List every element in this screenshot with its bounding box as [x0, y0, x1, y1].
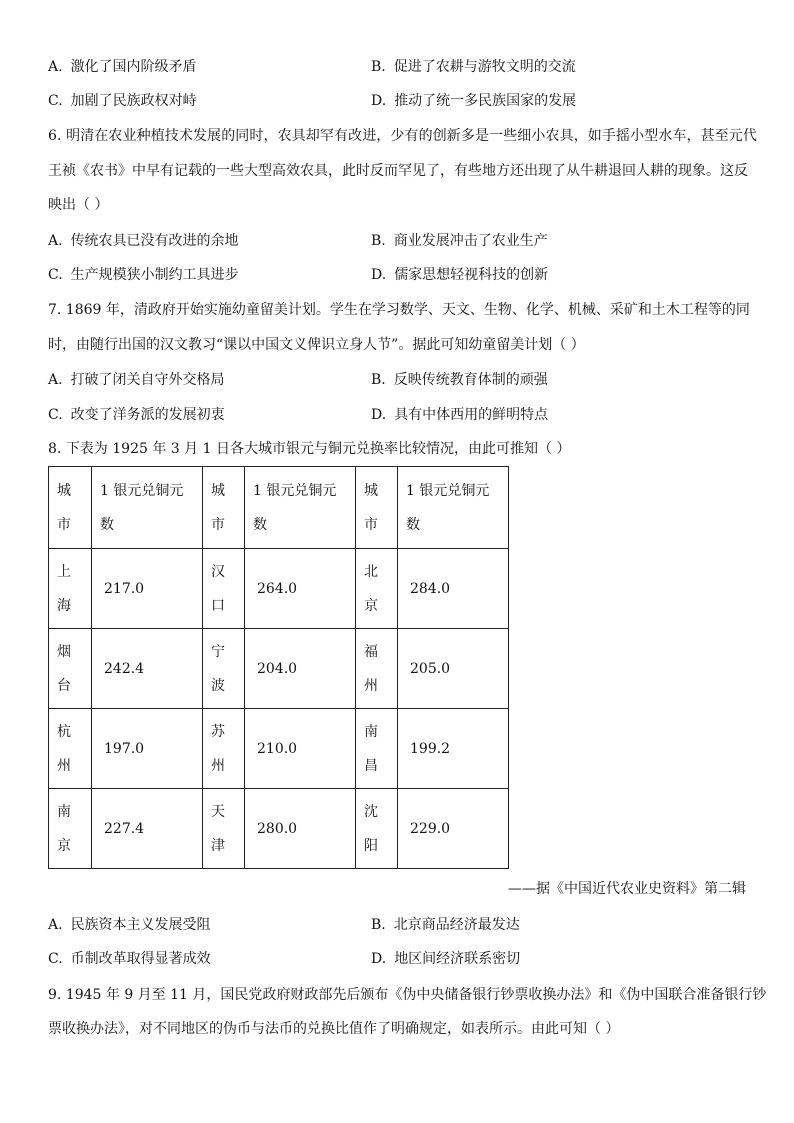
- q7-stem-line-1: 7. 1869 年，清政府开始实施幼童留美计划。学生在学习数学、天文、生物、化学、机械、采矿和土木工程等的同: [48, 302, 750, 318]
- city-cell: 汉 口: [203, 549, 245, 629]
- q8-options-row-2: [48, 948, 748, 970]
- city-cell: 沈 阳: [356, 789, 398, 869]
- q5-option-d[interactable]: D. 推动了统一多民族国家的发展: [371, 93, 577, 109]
- rate-cell: 264.0: [245, 549, 356, 629]
- table-row: [49, 629, 509, 709]
- q6-option-b[interactable]: B. 商业发展冲击了农业生产: [371, 233, 548, 249]
- rate-cell: 284.0: [398, 549, 509, 629]
- city-cell: 苏 州: [203, 709, 245, 789]
- q7-stem-line-2: 时，由随行出国的汉文教习“课以中国文义俾识立身人节”。据此可知幼童留美计划（ ）: [48, 337, 585, 353]
- rate-cell: 229.0: [398, 789, 509, 869]
- rate-cell: 204.0: [245, 629, 356, 709]
- q7-option-a[interactable]: A. 打破了闭关自守外交格局: [48, 372, 225, 388]
- q5-options-row-1: [48, 56, 748, 78]
- header-city: 城 市: [49, 467, 92, 549]
- rate-cell: 242.4: [92, 629, 203, 709]
- table-row: [49, 789, 509, 869]
- table-row: [49, 549, 509, 629]
- city-cell: 宁 波: [203, 629, 245, 709]
- q8-stem: 8. 下表为 1925 年 3 月 1 日各大城市银元与铜元兑换率比较情况，由此可推知（ ）: [48, 441, 571, 457]
- q5-option-a[interactable]: A. 激化了国内阶级矛盾: [48, 59, 197, 75]
- q7-option-d[interactable]: D. 具有中体西用的鲜明特点: [371, 407, 549, 423]
- q6-stem-line-1: 6. 明清在农业种植技术发展的同时，农具却罕有改进，少有的创新多是一些细小农具，如手摇小型水车，甚至元代: [48, 128, 758, 144]
- q6-options-row-2: [48, 264, 748, 286]
- rate-cell: 197.0: [92, 709, 203, 789]
- rate-cell: 217.0: [92, 549, 203, 629]
- city-cell: 北 京: [356, 549, 398, 629]
- header-rate: 1 银元兑铜元 数: [398, 467, 509, 549]
- city-cell: 杭 州: [49, 709, 92, 789]
- q6-option-c[interactable]: C. 生产规模狭小制约工具进步: [48, 267, 239, 283]
- rate-cell: 210.0: [245, 709, 356, 789]
- q5-option-b[interactable]: B. 促进了农耕与游牧文明的交流: [371, 59, 576, 75]
- exchange-rate-table: [48, 466, 509, 869]
- city-cell: 南 京: [49, 789, 92, 869]
- q7-option-b[interactable]: B. 反映传统教育体制的顽强: [371, 372, 548, 388]
- header-city: 城 市: [356, 467, 398, 549]
- city-cell: 福 州: [356, 629, 398, 709]
- q6-stem-line-2: 王祯《农书》中早有记载的一些大型高效农具，此时反而罕见了，有些地方还出现了从牛耕退回人耕的现象。这反: [48, 163, 748, 179]
- header-city: 城 市: [203, 467, 245, 549]
- rate-cell: 199.2: [398, 709, 509, 789]
- rate-cell: 227.4: [92, 789, 203, 869]
- rate-cell: 280.0: [245, 789, 356, 869]
- city-cell: 烟 台: [49, 629, 92, 709]
- q6-stem-line-3: 映出（ ）: [48, 197, 109, 213]
- q6-option-a[interactable]: A. 传统农具已没有改进的余地: [48, 233, 239, 249]
- q8-option-c[interactable]: C. 币制改革取得显著成效: [48, 951, 211, 967]
- q8-option-d[interactable]: D. 地区间经济联系密切: [371, 951, 521, 967]
- table-source-note: ——据《中国近代农业史资料》第二辑: [508, 881, 746, 897]
- q9-stem-line-2: 票收换办法》，对不同地区的伪币与法币的兑换比值作了明确规定，如表所示。由此可知（ ）: [48, 1021, 620, 1037]
- q6-option-d[interactable]: D. 儒家思想轻视科技的创新: [371, 267, 549, 283]
- city-cell: 南 昌: [356, 709, 398, 789]
- q7-option-c[interactable]: C. 改变了洋务派的发展初衷: [48, 407, 225, 423]
- table-row: [49, 709, 509, 789]
- q5-options-row-2: [48, 90, 748, 112]
- city-cell: 上 海: [49, 549, 92, 629]
- q6-options-row-1: [48, 230, 748, 252]
- q7-options-row-2: [48, 404, 748, 426]
- q8-option-a[interactable]: A. 民族资本主义发展受阻: [48, 917, 211, 933]
- rate-cell: 205.0: [398, 629, 509, 709]
- q5-option-c[interactable]: C. 加剧了民族政权对峙: [48, 93, 197, 109]
- q8-options-row-1: [48, 914, 748, 936]
- table-header-row: [49, 467, 509, 549]
- q9-stem-line-1: 9. 1945 年 9 月至 11 月，国民党政府财政部先后颁布《伪中央储备银行钞票收换办法》和《伪中国联合准备银行钞: [48, 987, 767, 1003]
- q8-option-b[interactable]: B. 北京商品经济最发达: [371, 917, 520, 933]
- header-rate: 1 银元兑铜元 数: [92, 467, 203, 549]
- header-rate: 1 银元兑铜元 数: [245, 467, 356, 549]
- city-cell: 天 津: [203, 789, 245, 869]
- q7-options-row-1: [48, 369, 748, 391]
